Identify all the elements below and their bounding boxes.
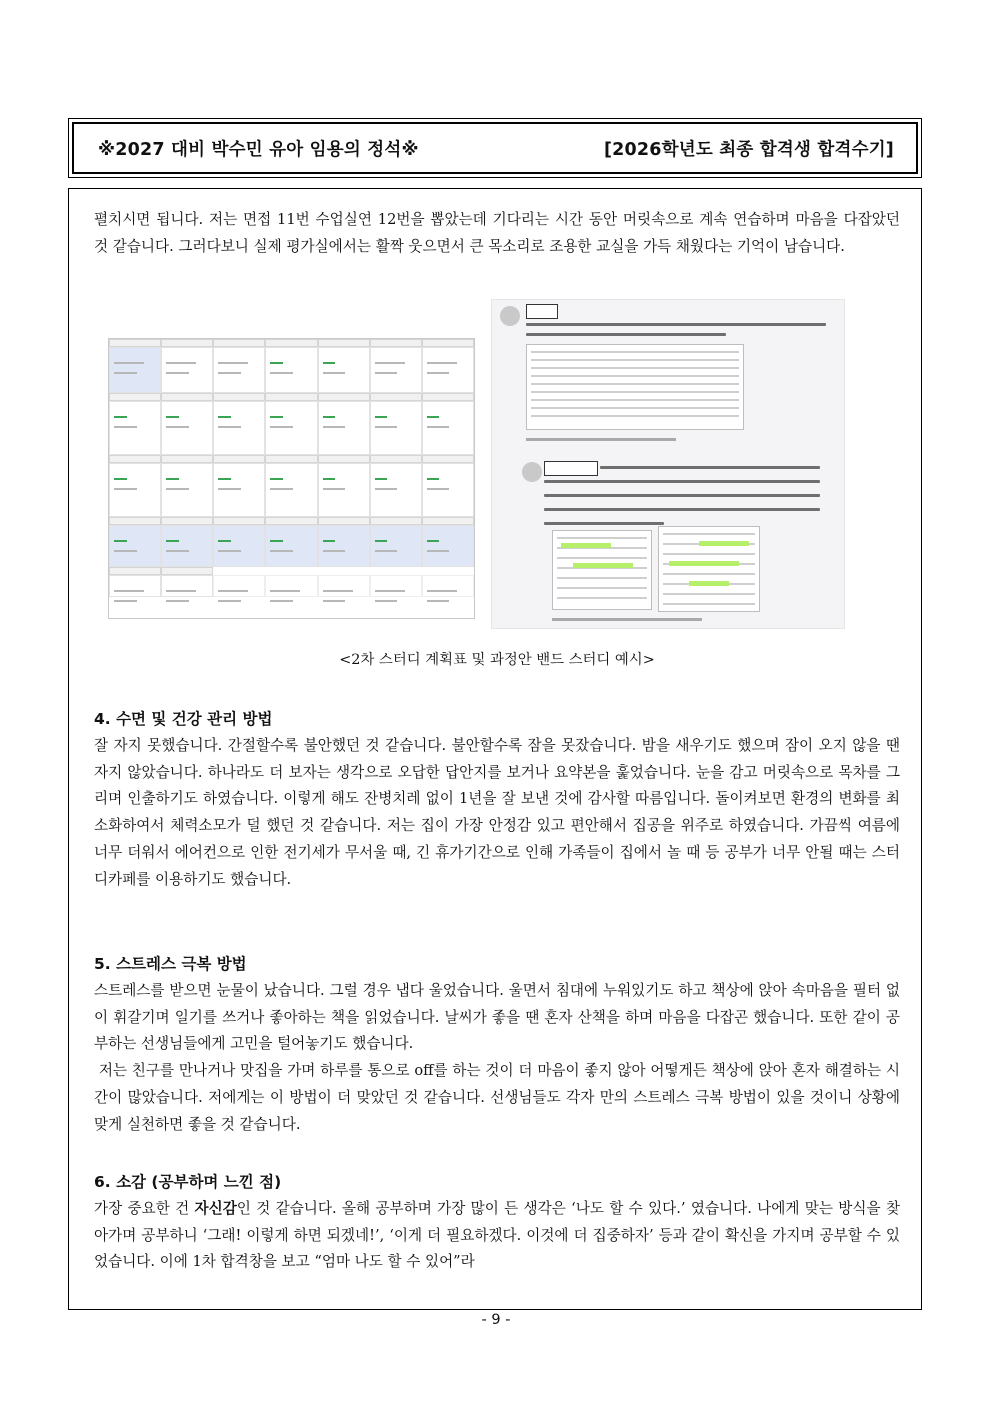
redacted-name [544, 461, 598, 476]
commenter-avatar-icon [500, 306, 520, 326]
section-6-bold-keyword: 자신감 [194, 1200, 237, 1217]
study-calendar-image [108, 338, 475, 619]
section-5-paragraph-2: 저는 친구를 만나거나 맛집을 가며 하루를 통으로 off를 하는 것이 더 마음이 좋지 않아 어떻게든 책상에 앉아 혼자 해결하는 시간이 많았습니다. 저에게는 이 방법이 더 맞았던 것 같습니다. 선생님들도 각자 만의 스트레스 극복 방법이 있을 것이니 상황에 맞게 실천하면 좋을 것 같습니다. [94, 1062, 905, 1133]
section-4-heading: 4. 수면 및 건강 관리 방법 [94, 710, 273, 728]
section-6-text-rest: 인 것 같습니다. 올해 공부하며 가장 많이 든 생각은 ‘나도 할 수 있다.’ 였습니다. 나에게 맞는 방식을 찾아가며 공부하니 ‘그래! 이렇게 하면 되겠네!’, ‘이게 더 필요하겠다. 이것에 더 집중하자’ 등과 같이 확신을 가지며 공부할 수 있었습니다. 이에 1차 합격창을 보고 “엄마 나도 할 수 있어”라 [94, 1200, 900, 1271]
section-6-text-start: 가장 중요한 건 [94, 1200, 195, 1217]
header-right-title: [2026학년도 최종 합격생 합격수기] [603, 139, 894, 160]
section-5-body [94, 978, 905, 1138]
section-4-paragraph: 잘 자지 못했습니다. 간절할수록 불안했던 것 같습니다. 불안할수록 잠을 못잤습니다. 밤을 새우기도 했으며 잠이 오지 않을 땐 자지 않았습니다. 하나라도 더 보자는 생각으로 오답한 답안지를 보거나 요약본을 훑었습니다. 눈을 감고 머릿속으로 목차를 그리며 인출하기도 하였습니다. 이렇게 해도 잔병치레 없이 1년을 잘 보낸 것에 감사할 따름입니다. 돌이켜보면 환경의 변화를 최소화하여서 체력소모가 덜 했던 것 같습니다. 저는 집이 가장 안정감 있고 편안해서 집공을 위주로 하였습니다. 가끔씩 여름에 너무 더워서 에어컨으로 인한 전기세가 무서울 때, 긴 휴가기간으로 인해 가족들이 집에서 놀 때 등 공부가 너무 안될 때는 스터디카페를 이용하기도 했습니다. [94, 737, 900, 888]
header-left-title: ※2027 대비 박수민 유아 임용의 정석※ [98, 139, 419, 160]
intro-text-block [94, 207, 900, 260]
document-thumbnail [658, 526, 760, 612]
document-thumbnail [526, 344, 744, 430]
header-inner-frame [72, 122, 918, 174]
band-study-screenshot [491, 299, 845, 629]
section-6-body [94, 1196, 900, 1276]
commenter-avatar-icon [522, 462, 542, 482]
section-6-paragraph [94, 1196, 900, 1276]
intro-paragraph: 펼치시면 됩니다. 저는 면접 11번 수업실연 12번을 뽑았는데 기다리는 시간 동안 머릿속으로 계속 연습하며 마음을 다잡았던 것 같습니다. 그러다보니 실제 평가실에서는 활짝 웃으면서 큰 목소리로 조용한 교실을 가득 채웠다는 기억이 남습니다. [94, 211, 900, 255]
page-number: - 9 - [481, 1312, 511, 1328]
section-6-heading: 6. 소감 (공부하며 느낀 점) [94, 1173, 282, 1191]
section-4-body [94, 733, 900, 893]
document-thumbnail [552, 530, 652, 610]
header-frame [68, 118, 922, 178]
section-5-heading: 5. 스트레스 극복 방법 [94, 955, 247, 973]
section-5-paragraph-1: 스트레스를 받으면 눈물이 났습니다. 그럴 경우 냅다 울었습니다. 울면서 침대에 누워있기도 하고 책상에 앉아 속마음을 필터 없이 휘갈기며 일기를 쓰거나 좋아하는 책을 읽었습니다. 날씨가 좋을 땐 혼자 산책을 하며 마음을 다잡곤 했습니다. 또한 같이 공부하는 선생님들에게 고민을 털어놓기도 했습니다. [94, 982, 900, 1053]
figure-caption: <2차 스터디 계획표 및 과정안 밴드 스터디 예시> [339, 652, 655, 668]
redacted-name [526, 304, 558, 319]
